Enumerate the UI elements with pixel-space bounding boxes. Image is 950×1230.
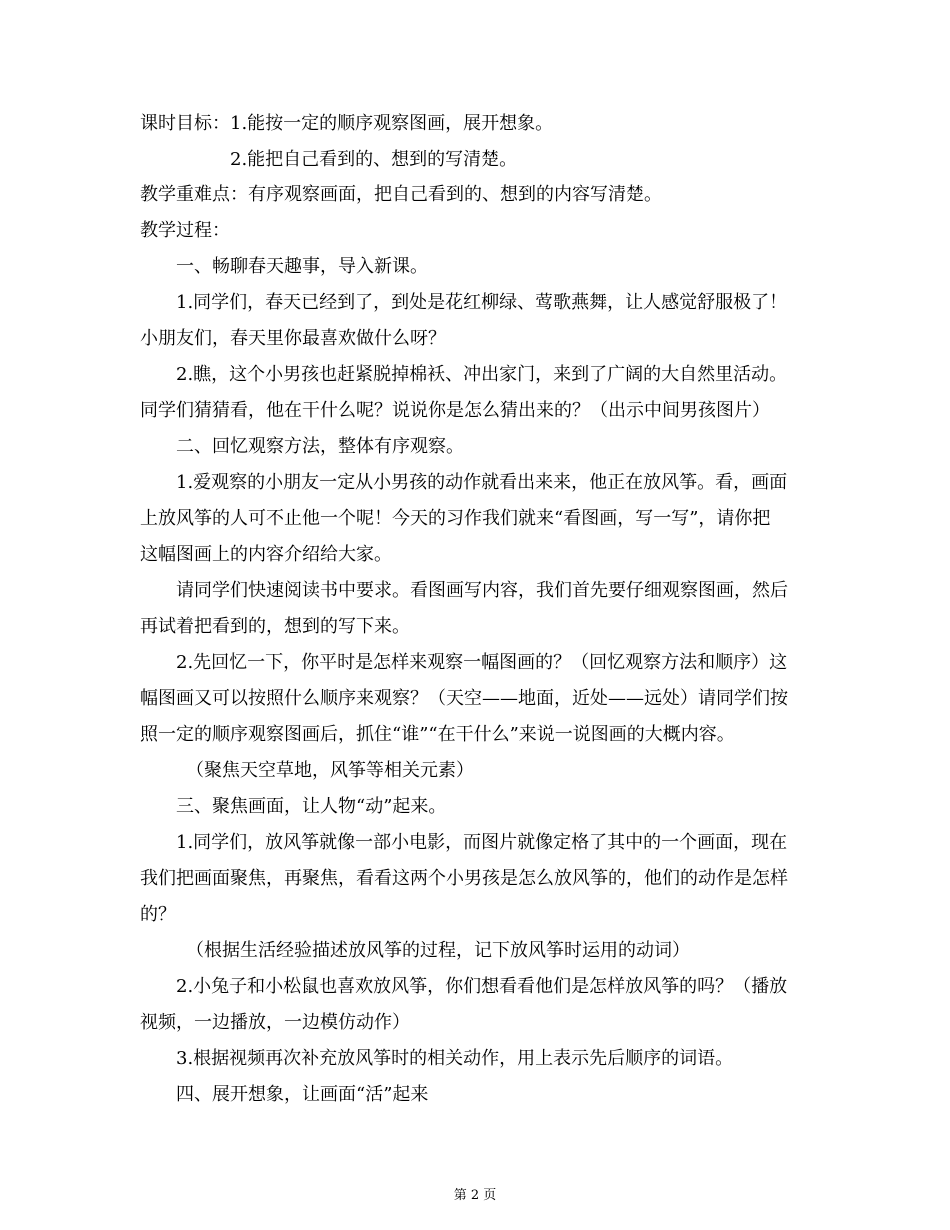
page-number: 第 2 页 xyxy=(453,1188,497,1203)
paragraph-line: 的？ xyxy=(140,904,176,925)
paragraph-note: （根据生活经验描述放风筝的过程，记下放风筝时运用的动词） xyxy=(186,940,690,961)
section-heading-4: 四、展开想象，让画面“活”起来 xyxy=(176,1084,429,1105)
objective-line-2: 2.能把自己看到的、想到的写清楚。 xyxy=(230,149,518,170)
process-heading: 教学过程： xyxy=(140,220,230,241)
paragraph-line: 上放风筝的人可不止他一个呢！今天的习作我们就来“看图画，写一写”，请你把 xyxy=(140,508,771,529)
section-heading-2: 二、回忆观察方法，整体有序观察。 xyxy=(176,436,464,457)
paragraph-line: 视频，一边播放，一边模仿动作） xyxy=(140,1012,410,1033)
paragraph-line: 幅图画又可以按照什么顺序来观察？（天空——地面，近处——远处）请同学们按 xyxy=(140,688,788,709)
paragraph-line: 1.爱观察的小朋友一定从小男孩的动作就看出来来，他正在放风筝。看，画面 xyxy=(176,472,788,493)
key-difficulty-line: 教学重难点：有序观察画面，把自己看到的、想到的内容写清楚。 xyxy=(140,184,662,205)
paragraph-line: 我们把画面聚焦，再聚焦，看看这两个小男孩是怎么放风筝的，他们的动作是怎样 xyxy=(140,868,788,889)
paragraph-line: 再试着把看到的，想到的写下来。 xyxy=(140,616,410,637)
paragraph-line: 同学们猜猜看，他在干什么呢？说说你是怎么猜出来的？（出示中间男孩图片） xyxy=(140,400,770,421)
paragraph-line: 请同学们快速阅读书中要求。看图画写内容，我们首先要仔细观察图画，然后 xyxy=(176,580,788,601)
section-heading-1: 一、畅聊春天趣事，导入新课。 xyxy=(176,256,428,277)
section-heading-3: 三、聚焦画面，让人物“动”起来。 xyxy=(176,796,447,817)
paragraph-line: 1.同学们，放风筝就像一部小电影，而图片就像定格了其中的一个画面，现在 xyxy=(176,832,788,853)
paragraph-line: 这幅图画上的内容介绍给大家。 xyxy=(140,544,392,565)
paragraph-line: 2.瞧，这个小男孩也赶紧脱掉棉袄、冲出家门，来到了广阔的大自然里活动。 xyxy=(176,364,788,385)
paragraph-line: 小朋友们，春天里你最喜欢做什么呀？ xyxy=(140,328,446,349)
paragraph-line: 2.先回忆一下，你平时是怎样来观察一幅图画的？（回忆观察方法和顺序）这 xyxy=(176,652,788,673)
objective-line-1: 课时目标：1.能按一定的顺序观察图画，展开想象。 xyxy=(140,113,554,134)
paragraph-line: 1.同学们，春天已经到了，到处是花红柳绿、莺歌燕舞，让人感觉舒服极了！ xyxy=(176,292,788,313)
paragraph-line: 2.小兔子和小松鼠也喜欢放风筝，你们想看看他们是怎样放风筝的吗？（播放 xyxy=(176,976,788,997)
paragraph-line: 3.根据视频再次补充放风筝时的相关动作，用上表示先后顺序的词语。 xyxy=(176,1048,734,1069)
paragraph-note: （聚焦天空草地，风筝等相关元素） xyxy=(186,760,474,781)
paragraph-line: 照一定的顺序观察图画后，抓住“谁”“在干什么”来说一说图画的大概内容。 xyxy=(140,724,735,745)
